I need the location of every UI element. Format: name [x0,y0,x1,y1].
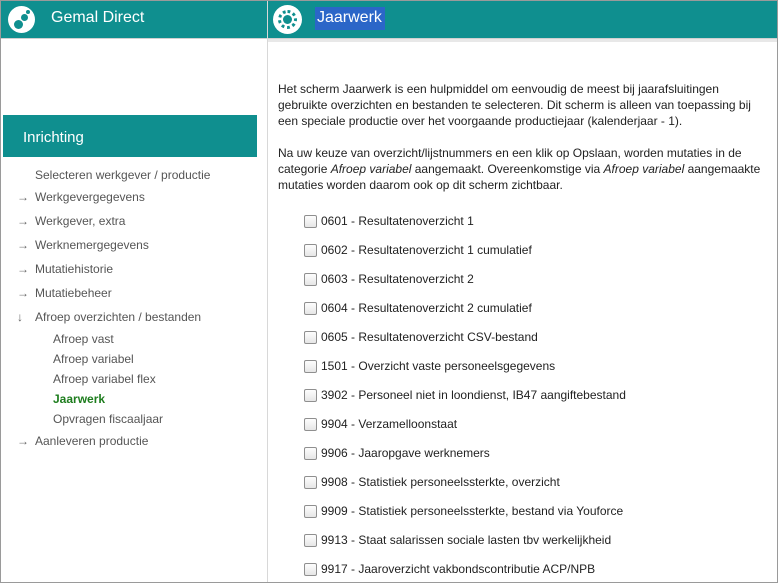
app-title: Gemal Direct [51,9,145,26]
checkbox[interactable] [304,389,317,402]
note-text: Na uw keuze van overzicht/lijstnummers en een klik op Opslaan, worden mutaties in de categorie Afroep variabel aangemaakt. Overeenkomstige via Afroep variabel aangemaakte mutaties worden daarom ook op dit scherm zichtbaar. [278,146,761,192]
arrow-down-icon: ↓ [17,310,23,324]
checkbox[interactable] [304,302,317,315]
checkbox[interactable] [304,447,317,460]
sidebar-item-werkgevergegevens[interactable]: → Werkgevergegevens [17,190,145,204]
intro-text: Het scherm Jaarwerk is een hulpmiddel om eenvoudig de meest bij jaarafsluitingen gebruikte overzichten en bestanden te selecteren. Dit scherm is alleen van toepassing bij een speciale productie over het voorgaande productiejaar (kalenderjaar - 1). [278,82,751,128]
sidebar-divider [267,1,268,582]
sidebar-subitem-afroep-variabel-flex[interactable]: Afroep variabel flex [53,372,156,386]
checkbox[interactable] [304,505,317,518]
checkbox[interactable] [304,244,317,257]
checkbox[interactable] [304,360,317,373]
page-title: Jaarwerk [315,7,385,30]
sidebar-item-selecteren-werkgever[interactable]: Selecteren werkgever / productie [35,168,211,182]
sidebar-subitem-jaarwerk[interactable]: Jaarwerk [53,392,106,406]
checkbox[interactable] [304,331,317,344]
sidebar-item-afroep-overzichten[interactable]: ↓ Afroep overzichten / bestanden [17,310,202,324]
top-bar [1,1,777,38]
arrow-right-icon: → [17,214,29,228]
app-window: Gemal Direct Jaarwerk Inrichting Selecteren werkgever / productie → Werkgevergegevens → Werkgever, extra → Werknemergegevens → Mutatiehistorie → Mutatiebeheer ↓ Afroep overzichten / bestanden Afroep vast Afroep variabel Afroep variabel flex Jaarwerk Opvragen fiscaaljaar → Aanleveren productie Het scherm Jaarwerk is een hulpmiddel om eenvoudig de meest bij jaarafsluitingen gebruikte overzichten en bestanden te selecteren. Dit scherm is alleen van toepassing bij een speciale productie over het voorgaande productiejaar (kalenderjaar - 1). Na uw keuze van overzicht/lijstnummers en een klik op Opslaan, worden mutaties in de categorie Afroep variabel aangemaakt. Overeenkomstige via Afroep variabel aangemaakte mutaties worden daarom ook op dit scherm zichtbaar. 0601 - Resultatenoverzicht 1 0602 - Resultatenoverzicht 1 cumulatief 0603 - Resultatenoverzicht 2 0604 - Resultatenoverzicht 2 cumulatief 0605 - Resultatenoverzicht CSV-bestand 1501 - Overzicht vaste personeelsgegevens 3902 - Personeel niet in loondienst, IB47 aangiftebestand 9904 - Verzamelloonstaat 9906 - Jaaropgave werknemers 9908 - Statistiek personeelssterkte, overzicht 9909 - Statistiek personeelssterkte, bestand via Youforce 9913 - Staat salarissen sociale lasten tbv werkelijkheid 9917 - Jaaroverzicht vakbondscontributie ACP/NPB [0,0,778,583]
arrow-right-icon: → [17,286,29,300]
checkbox[interactable] [304,476,317,489]
sidebar-section-title[interactable]: Inrichting [3,115,257,157]
sidebar-subitem-afroep-vast[interactable]: Afroep vast [53,332,114,346]
sidebar-subitem-afroep-variabel[interactable]: Afroep variabel [53,352,134,366]
checkbox[interactable] [304,273,317,286]
sidebar-subitem-opvragen-fiscaaljaar[interactable]: Opvragen fiscaaljaar [53,412,164,426]
arrow-right-icon: → [17,190,29,204]
sidebar-item-werkgever-extra[interactable]: → Werkgever, extra [17,214,126,228]
sidebar-item-aanleveren-productie[interactable]: → Aanleveren productie [17,434,149,448]
gemal-logo-icon[interactable] [8,6,35,33]
gear-icon [273,5,302,34]
arrow-right-icon: → [17,262,29,276]
checkbox[interactable] [304,215,317,228]
checkbox[interactable] [304,534,317,547]
checkbox[interactable] [304,563,317,576]
arrow-right-icon: → [17,238,29,252]
sidebar-item-werknemergegevens[interactable]: → Werknemergegevens [17,238,149,252]
main-content [278,81,763,209]
checkbox[interactable] [304,418,317,431]
arrow-right-icon: → [17,434,29,448]
sidebar-item-mutatiehistorie[interactable]: → Mutatiehistorie [17,262,114,276]
content-top-divider [268,39,777,42]
sidebar-item-mutatiebeheer[interactable]: → Mutatiebeheer [17,286,112,300]
